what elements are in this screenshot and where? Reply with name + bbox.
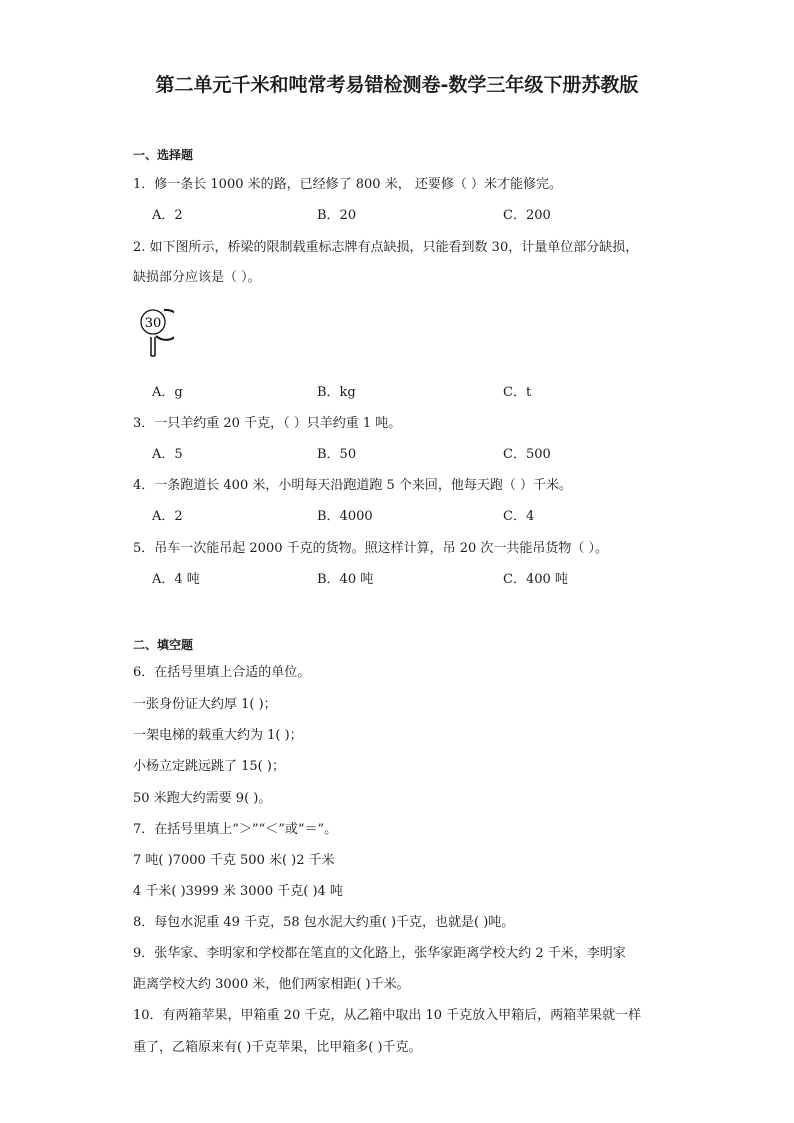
- q5-option-c: C．400 吨: [503, 572, 568, 587]
- q6-line-3: 小杨立定跳远跳了 15( )；: [133, 759, 285, 774]
- question-9-line2: 距离学校大约 3000 米，他们两家相距( )千米。: [133, 977, 410, 992]
- section-choice-heading: 一、选择题: [133, 148, 194, 162]
- question-2-line2: 缺损部分应该是（ ）。: [133, 270, 261, 285]
- load-limit-sign-image: [134, 302, 174, 362]
- q6-line-1: 一张身份证大约厚 1( )；: [133, 697, 277, 712]
- question-10-line2: 重了，乙箱原来有( )千克苹果，比甲箱多( )千克。: [133, 1040, 422, 1055]
- q4-option-a: A．2: [152, 509, 183, 524]
- q3-option-c: C．500: [503, 447, 551, 462]
- question-7: 7．在括号里填上“＞”“＜”或“＝”。: [133, 822, 338, 837]
- question-8: 8．每包水泥重 49 千克，58 包水泥大约重( )千克，也就是( )吨。: [133, 915, 515, 930]
- question-2-line1: 2. 如下图所示，桥梁的限制载重标志牌有点缺损，只能看到数 30，计量单位部分缺损，: [133, 240, 639, 255]
- q3-option-a: A．5: [152, 447, 183, 462]
- question-4: 4．一条跑道长 400 米，小明每天沿跑道跑 5 个来回，他每天跑（ ）千米。: [133, 478, 573, 493]
- q4-option-b: B．4000: [317, 509, 373, 524]
- question-9-line1: 9．张华家、李明家和学校都在笔直的文化路上，张华家距离学校大约 2 千米，李明家: [133, 946, 626, 961]
- q7-line-1: 7 吨( )7000 千克 500 米( )2 千米: [133, 853, 335, 868]
- section-fill-heading: 二、填空题: [133, 638, 194, 652]
- q2-option-b: B．kg: [317, 385, 356, 400]
- question-5: 5．吊车一次能吊起 2000 千克的货物。照这样计算，吊 20 次一共能吊货物（ ）。: [133, 541, 609, 556]
- q1-option-b: B．20: [317, 208, 357, 223]
- q2-option-a: A．g: [152, 385, 183, 400]
- question-6: 6．在括号里填上合适的单位。: [133, 665, 311, 680]
- q4-option-c: C．4: [503, 509, 535, 524]
- q1-option-c: C．200: [503, 208, 551, 223]
- q1-option-a: A．2: [152, 208, 183, 223]
- sign-number: 30: [144, 316, 162, 331]
- q5-option-a: A．4 吨: [152, 572, 200, 587]
- q6-line-2: 一架电梯的载重大约为 1( )；: [133, 728, 303, 743]
- question-1: 1．修一条长 1000 米的路，已经修了 800 米， 还要修（ ）米才能修完。: [133, 177, 562, 192]
- page-title: 第二单元千米和吨常考易错检测卷-数学三年级下册苏教版: [155, 74, 639, 96]
- q5-option-b: B．40 吨: [317, 572, 374, 587]
- q6-line-4: 50 米跑大约需要 9( )。: [133, 791, 272, 806]
- q3-option-b: B．50: [317, 447, 357, 462]
- q2-option-c: C．t: [503, 385, 532, 400]
- question-10-line1: 10．有两箱苹果，甲箱重 20 千克，从乙箱中取出 10 千克放入甲箱后，两箱苹果就一样: [133, 1008, 642, 1023]
- question-3: 3．一只羊约重 20 千克，（ ）只羊约重 1 吨。: [133, 416, 402, 431]
- q7-line-2: 4 千米( )3999 米 3000 千克( )4 吨: [133, 884, 343, 899]
